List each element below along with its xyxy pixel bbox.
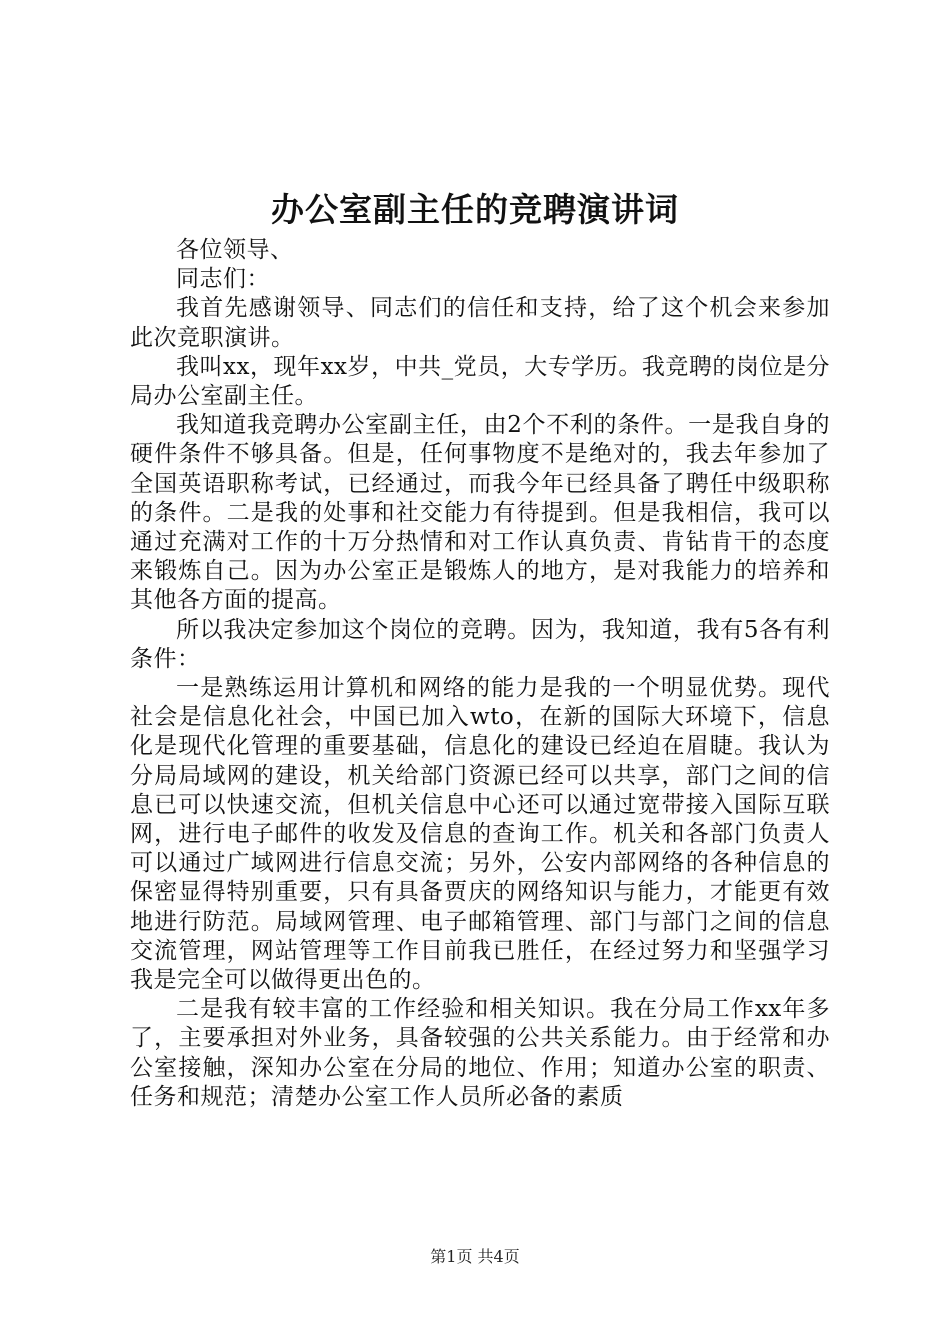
- document-body: [130, 236, 830, 1112]
- paragraph-decision: 所以我决定参加这个岗位的竞聘。因为，我知道，我有5各有利条件：: [130, 616, 830, 672]
- salutation-leaders: 各位领导、: [176, 237, 294, 263]
- document-title: 办公室副主任的竞聘演讲词: [271, 190, 679, 229]
- paragraph-advantage-one: 一是熟练运用计算机和网络的能力是我的一个明显优势。现代社会是信息化社会，中国已加入wto，在新的国际大环境下，信息化是现代化管理的重要基础，信息化的建设已经迫在眉睫。我认为分局局域网的建设，机关给部门资源已经可以共享，部门之间的信息已可以快速交流，但机关信息中心还可以通过宽带接入国际互联网，进行电子邮件的收发及信息的查询工作。机关和各部门负责人可以通过广域网进行信息交流；另外，公安内部网络的各种信息的保密显得特别重要，只有具备贾庆的网络知识与能力，才能更有效地进行防范。局域网管理、电子邮箱管理、部门与部门之间的信息交流管理，网站管理等工作目前我已胜任，在经过努力和坚强学习我是完全可以做得更出色的。: [130, 675, 830, 994]
- paragraph-thanks: 我首先感谢领导、同志们的信任和支持，给了这个机会来参加此次竞职演讲。: [130, 295, 830, 351]
- paragraph-advantage-two: 二是我有较丰富的工作经验和相关知识。我在分局工作xx年多了，主要承担对外业务，具备较强的公共关系能力。由于经常和办公室接触，深知办公室在分局的地位、作用；知道办公室的职责、任务和规范；清楚办公室工作人员所必备的素质: [130, 996, 830, 1110]
- page-number-footer: 第1页 共4页: [430, 1247, 520, 1266]
- salutation-comrades: 同志们：: [176, 266, 270, 293]
- paragraph-disadvantages: 我知道我竞聘办公室副主任，由2个不利的条件。一是我自身的硬件条件不够具备。但是，任何事物度不是绝对的，我去年参加了全国英语职称考试，已经通过，而我今年已经具备了聘任中级职称的条件。二是我的处事和社交能力有待提到。但是我相信，我可以通过充满对工作的十万分热情和对工作认真负责、肯钻肯干的态度来锻炼自己。因为办公室正是锻炼人的地方，是对我能力的培养和其他各方面的提高。: [130, 412, 830, 614]
- paragraph-self-intro: 我叫xx，现年xx岁，中共_党员，大专学历。我竞聘的岗位是分局办公室副主任。: [130, 353, 830, 410]
